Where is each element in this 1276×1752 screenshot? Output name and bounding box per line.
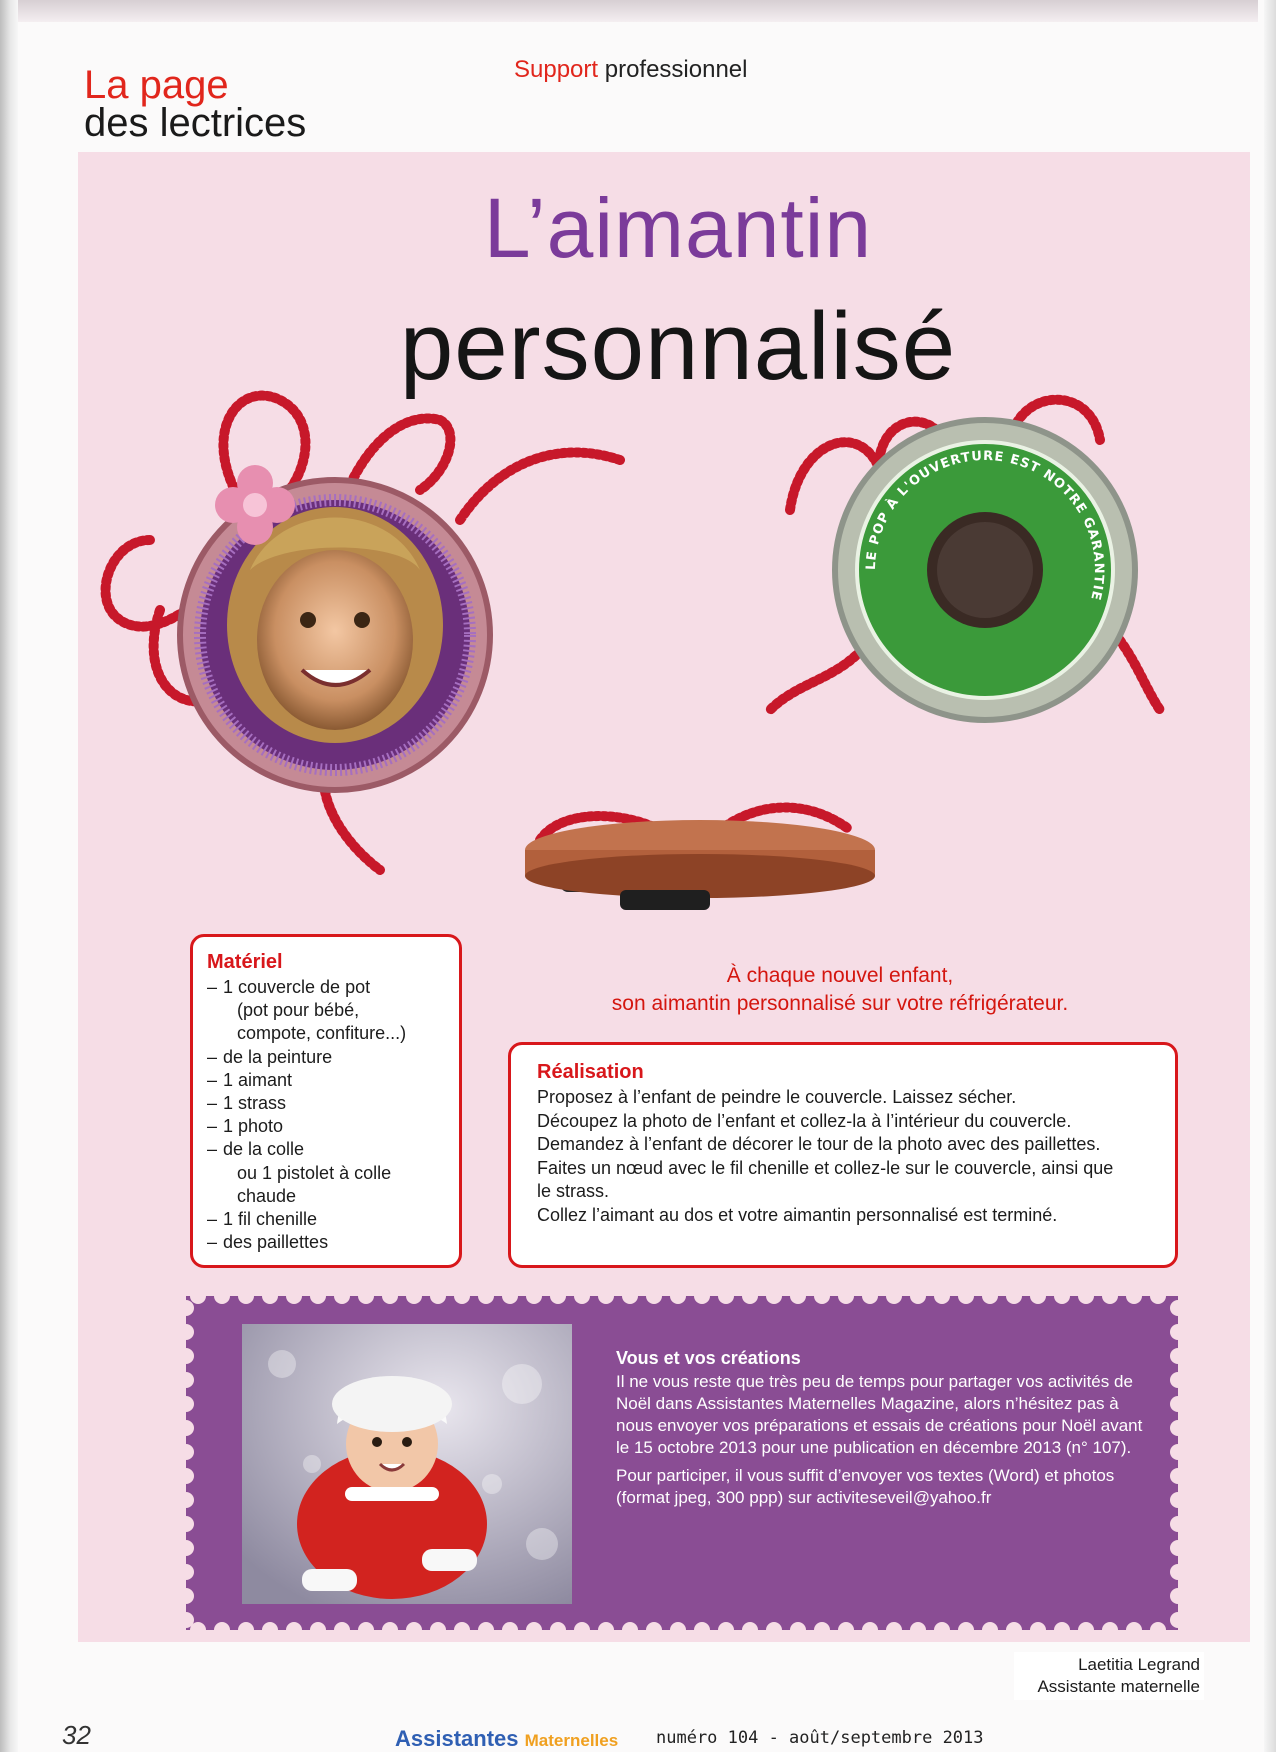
top-edge xyxy=(18,0,1258,22)
santa-baby-photo xyxy=(242,1324,572,1604)
realisation-line: Proposez à l’enfant de peindre le couvercle. Laissez sécher. xyxy=(537,1087,1017,1107)
creations-text xyxy=(616,1348,1146,1515)
rubric-label xyxy=(84,63,307,145)
realisation-heading: Réalisation xyxy=(537,1061,644,1083)
materiel-item: – 1 aimant xyxy=(207,1069,293,1090)
page-title-line1: L’aimantin xyxy=(483,181,873,275)
author-role: Assistante maternelle xyxy=(1037,1677,1200,1696)
section-accent: Support xyxy=(514,56,599,83)
magazine-logo xyxy=(395,1726,618,1752)
materiel-item: – des paillettes xyxy=(207,1232,329,1253)
author-name: Laetitia Legrand xyxy=(1078,1655,1200,1674)
lid-text: LE POP À L'OUVERTURE EST NOTRE GARANTIE xyxy=(863,448,1107,603)
creations-heading: Vous et vos créations xyxy=(616,1348,801,1368)
page-title-line2: personnalisé xyxy=(399,293,957,400)
materiel-item: compote, confiture...) xyxy=(237,1023,407,1044)
materiel-item: – 1 fil chenille xyxy=(207,1209,318,1230)
realisation-box xyxy=(508,1042,1178,1268)
realisation-text xyxy=(537,1086,1161,1227)
section-rest: professionnel xyxy=(598,56,748,83)
magnet-side-image xyxy=(520,790,880,930)
creations-para2: Pour participer, il vous suffit d’envoyer vos textes (Word) et photos (format jpeg, 300 ppp) sur activiteseveil@yahoo.fr xyxy=(616,1466,1115,1507)
creations-para1: Il ne vous reste que très peu de temps pour partager vos activités de Noël dans Assistantes Maternelles Magazine, alors n’hésitez pas à nous envoyer vos préparations et essais de créations pour Noël avant le 15 octobre 2013 pour une publication en décembre 2013 (n° 107). xyxy=(616,1372,1143,1457)
materiel-item: – 1 couvercle de pot xyxy=(207,977,371,997)
rubric-line1: La page xyxy=(84,63,229,107)
magazine-logo-word1: Assistantes xyxy=(395,1726,519,1751)
realisation-line: le strass. xyxy=(537,1181,610,1201)
materiel-item: – de la peinture xyxy=(207,1046,333,1067)
tagline-line2: son aimantin personnalisé sur votre réfrigérateur. xyxy=(611,992,1069,1015)
materiel-item: – 1 strass xyxy=(207,1093,287,1114)
materiel-item: (pot pour bébé, xyxy=(237,1000,360,1021)
materiel-item: – de la colle xyxy=(207,1139,305,1160)
materiel-item: ou 1 pistolet à colle xyxy=(237,1162,392,1183)
page-number: 32 xyxy=(62,1720,91,1750)
magazine-logo-word2: Maternelles xyxy=(524,1731,619,1750)
realisation-line: Découpez la photo de l’enfant et collez-la à l’intérieur du couvercle. xyxy=(537,1110,1072,1131)
rubric-line2: des lectrices xyxy=(84,101,307,145)
issue-info: numéro 104 - août/septembre 2013 xyxy=(656,1728,984,1748)
section-header xyxy=(514,56,748,84)
realisation-line: Collez l’aimant au dos et votre aimantin personnalisé est terminé. xyxy=(537,1204,1058,1225)
materiel-item: – 1 photo xyxy=(207,1116,284,1137)
realisation-line: Faites un nœud avec le fil chenille et collez-le sur le couvercle, ainsi que xyxy=(537,1157,1114,1178)
tagline xyxy=(540,962,1140,1018)
realisation-line: Demandez à l’enfant de décorer le tour de la photo avec des paillettes. xyxy=(537,1134,1101,1154)
creations-stamp xyxy=(186,1296,1178,1630)
materiel-box xyxy=(190,934,462,1268)
materiel-item: chaude xyxy=(237,1185,297,1206)
materiel-list xyxy=(207,976,447,1254)
materiel-heading: Matériel xyxy=(207,951,283,973)
author-credit xyxy=(1014,1652,1204,1700)
magnet-back-image xyxy=(760,380,1180,760)
tagline-line1: À chaque nouvel enfant, xyxy=(726,964,954,987)
